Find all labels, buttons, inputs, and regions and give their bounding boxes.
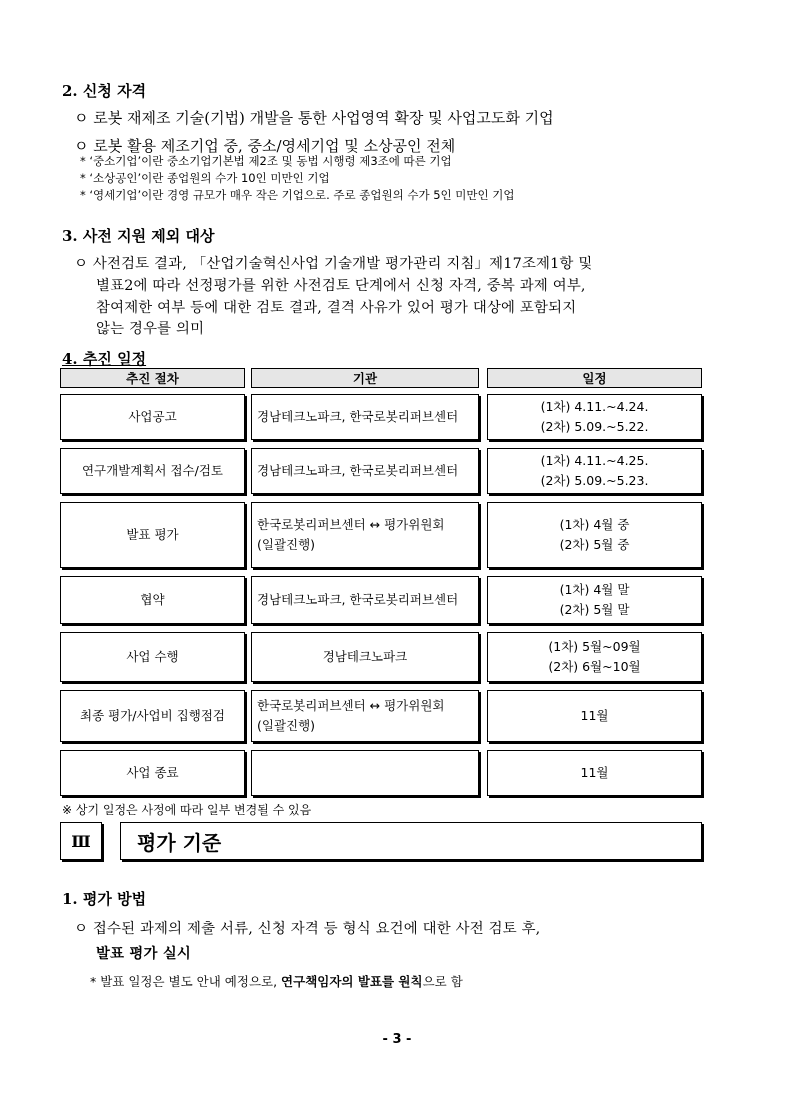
s3-line-4: 않는 경우를 의미 <box>96 321 205 337</box>
s2-note-1: * ‘중소기업’이란 중소기업기본법 제2조 및 동법 시행령 제3조에 따른 기업 <box>80 154 452 168</box>
table-header-org: 기관 <box>251 368 479 388</box>
s2-note-2: * ‘소상공인’이란 종업원의 수가 10인 미만인 기업 <box>80 171 330 185</box>
table-row-4-org: 경남테크노파크, 한국로봇리퍼브센터 <box>251 576 479 624</box>
table-row-6-schedule: 11월 <box>487 690 702 742</box>
table-header-schedule: 일정 <box>487 368 702 388</box>
table-row-1-step: 사업공고 <box>60 394 245 440</box>
table-row-7-schedule: 11월 <box>487 750 702 796</box>
table-row-1-org: 경남테크노파크, 한국로봇리퍼브센터 <box>251 394 479 440</box>
s2-note-3: * ‘영세기업’이란 경영 규모가 매우 작은 기업으로. 주로 종업원의 수가 5인 미만인 기업 <box>80 188 515 202</box>
s3-line-2: 별표2에 따라 선정평가를 위한 사전검토 단계에서 신청 자격, 중복 과제 여부, <box>96 278 586 294</box>
table-row-2-schedule: (1차) 4.11.~4.25. (2차) 5.09.~5.23. <box>487 448 702 494</box>
table-row-2-step: 연구개발계획서 접수/검토 <box>60 448 245 494</box>
s2-bullet-2: ㅇ 로봇 활용 제조기업 중, 중소/영세기업 및 소상공인 전체 <box>74 137 456 155</box>
eval-method-title: 1. 평가 방법 <box>62 890 147 908</box>
table-row-5-org: 경남테크노파크 <box>251 632 479 682</box>
s2-bullet-1: ㅇ 로봇 재제조 기술(기법) 개발을 통한 사업영역 확장 및 사업고도화 기업 <box>74 109 554 127</box>
page-number: - 3 - <box>382 1032 412 1047</box>
section-3-title: 3. 사전 지원 제외 대상 <box>62 227 215 245</box>
s3-line-3: 참여제한 여부 등에 대한 검토 결과, 결격 사유가 있어 평가 대상에 포함되지 <box>96 300 577 316</box>
section-title-box: 평가 기준 <box>120 822 702 860</box>
section-4-title: 4. 추진 일정 <box>62 350 147 368</box>
s3-line-1: ㅇ 사전검토 결과, 「산업기술혁신사업 기술개발 평가관리 지침」제17조제1항 및 <box>74 256 593 272</box>
table-row-5-schedule: (1차) 5월~09월 (2차) 6월~10월 <box>487 632 702 682</box>
section-2-title: 2. 신청 자격 <box>62 82 147 100</box>
table-header-step: 추진 절차 <box>60 368 245 388</box>
table-row-3-schedule: (1차) 4월 중 (2차) 5월 중 <box>487 502 702 568</box>
eval-note: * 발표 일정은 별도 안내 예정으로, 연구책임자의 발표를 원칙으로 함 <box>90 974 463 989</box>
eval-line-1: ㅇ 접수된 과제의 제출 서류, 신청 자격 등 형식 요건에 대한 사전 검토 후, <box>74 921 541 937</box>
table-row-1-schedule: (1차) 4.11.~4.24. (2차) 5.09.~5.22. <box>487 394 702 440</box>
schedule-footnote: ※ 상기 일정은 사정에 따라 일부 변경될 수 있음 <box>62 803 312 817</box>
table-row-7-step: 사업 종료 <box>60 750 245 796</box>
table-row-3-org: 한국로봇리퍼브센터 ↔ 평가위원회 (일괄진행) <box>251 502 479 568</box>
eval-line-2: 발표 평가 실시 <box>96 945 192 962</box>
table-row-6-org: 한국로봇리퍼브센터 ↔ 평가위원회 (일괄진행) <box>251 690 479 742</box>
table-row-2-org: 경남테크노파크, 한국로봇리퍼브센터 <box>251 448 479 494</box>
table-row-4-schedule: (1차) 4월 말 (2차) 5월 말 <box>487 576 702 624</box>
table-row-3-step: 발표 평가 <box>60 502 245 568</box>
table-row-4-step: 협약 <box>60 576 245 624</box>
table-row-7-org <box>251 750 479 796</box>
section-number-box: Ⅲ <box>60 822 102 860</box>
table-row-6-step: 최종 평가/사업비 집행점검 <box>60 690 245 742</box>
table-row-5-step: 사업 수행 <box>60 632 245 682</box>
